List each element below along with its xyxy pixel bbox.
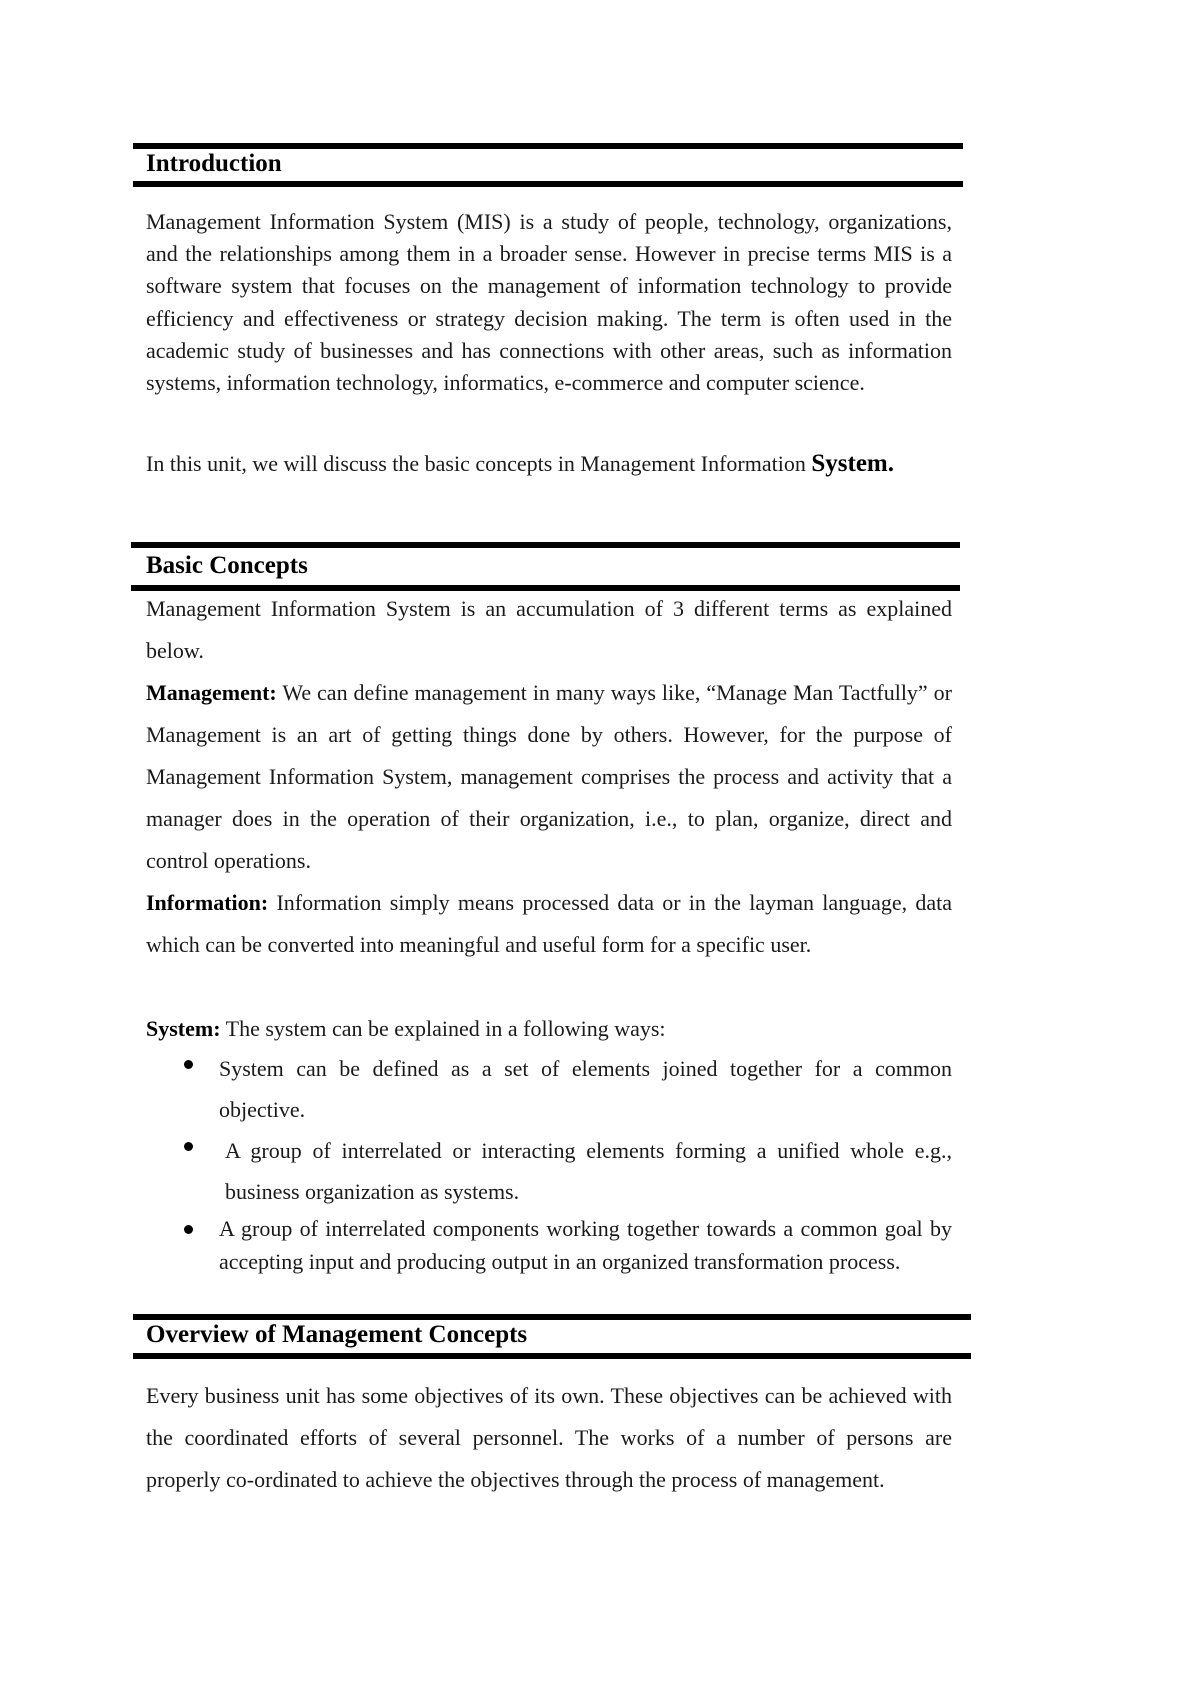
basic-concepts-intro: Management Information System is an accumulation of 3 different terms as explained below. xyxy=(146,596,952,663)
unit-text: In this unit, we will discuss the basic concepts in Management Information xyxy=(146,451,806,476)
management-label: Management: xyxy=(146,680,277,705)
information-definition xyxy=(146,882,952,966)
introduction-paragraph: Management Information System (MIS) is a study of people, technology, organizations, and the relationships among them in a broader sense. However in precise terms MIS is a software system that focuses on the management of information technology to provide efficiency and effectiveness or strategy decision making. The term is often used in the academic study of businesses and has connections with other areas, such as information systems, information technology, informatics, e-commerce and computer science. xyxy=(146,209,952,396)
bullet-icon xyxy=(184,1142,193,1151)
bullet-icon xyxy=(184,1060,193,1069)
management-definition xyxy=(146,672,952,882)
system-definition xyxy=(146,1014,952,1044)
system-text: The system can be explained in a following ways: xyxy=(220,1016,666,1041)
list-item: A group of interrelated components working together towards a common goal by accepting input and producing output in an organized transformation process. xyxy=(219,1216,952,1274)
system-label: System: xyxy=(146,1016,221,1041)
list-item: System can be defined as a set of elements joined together for a common objective. xyxy=(219,1056,952,1122)
basic-concepts-heading: Basic Concepts xyxy=(146,552,308,579)
section-top-rule xyxy=(131,542,960,548)
unit-text-bold: System. xyxy=(811,450,895,477)
introduction-unit-paragraph xyxy=(146,447,952,481)
list-item: A group of interrelated or interacting elements forming a unified whole e.g., business organization as systems. xyxy=(225,1138,952,1204)
section-bottom-rule xyxy=(133,1353,971,1359)
overview-paragraph: Every business unit has some objectives of its own. These objectives can be achieved with the coordinated efforts of several personnel. The works of a number of persons are properly co-ordinated to achieve the objectives through the process of management. xyxy=(146,1383,952,1492)
introduction-heading: Introduction xyxy=(146,150,282,177)
bullet-icon xyxy=(184,1225,193,1234)
information-text: Information simply means processed data or in the layman language, data which can be converted into meaningful and useful form for a specific user. xyxy=(146,890,952,957)
information-label: Information: xyxy=(146,890,269,915)
management-text: We can define management in many ways like, “Manage Man Tactfully” or Management is an art of getting things done by others. However, for the purpose of Management Information System, management comprises the process and activity that a manager does in the operation of their organization, i.e., to plan, organize, direct and control operations. xyxy=(146,680,952,873)
overview-heading: Overview of Management Concepts xyxy=(146,1321,528,1348)
section-bottom-rule xyxy=(133,181,963,187)
